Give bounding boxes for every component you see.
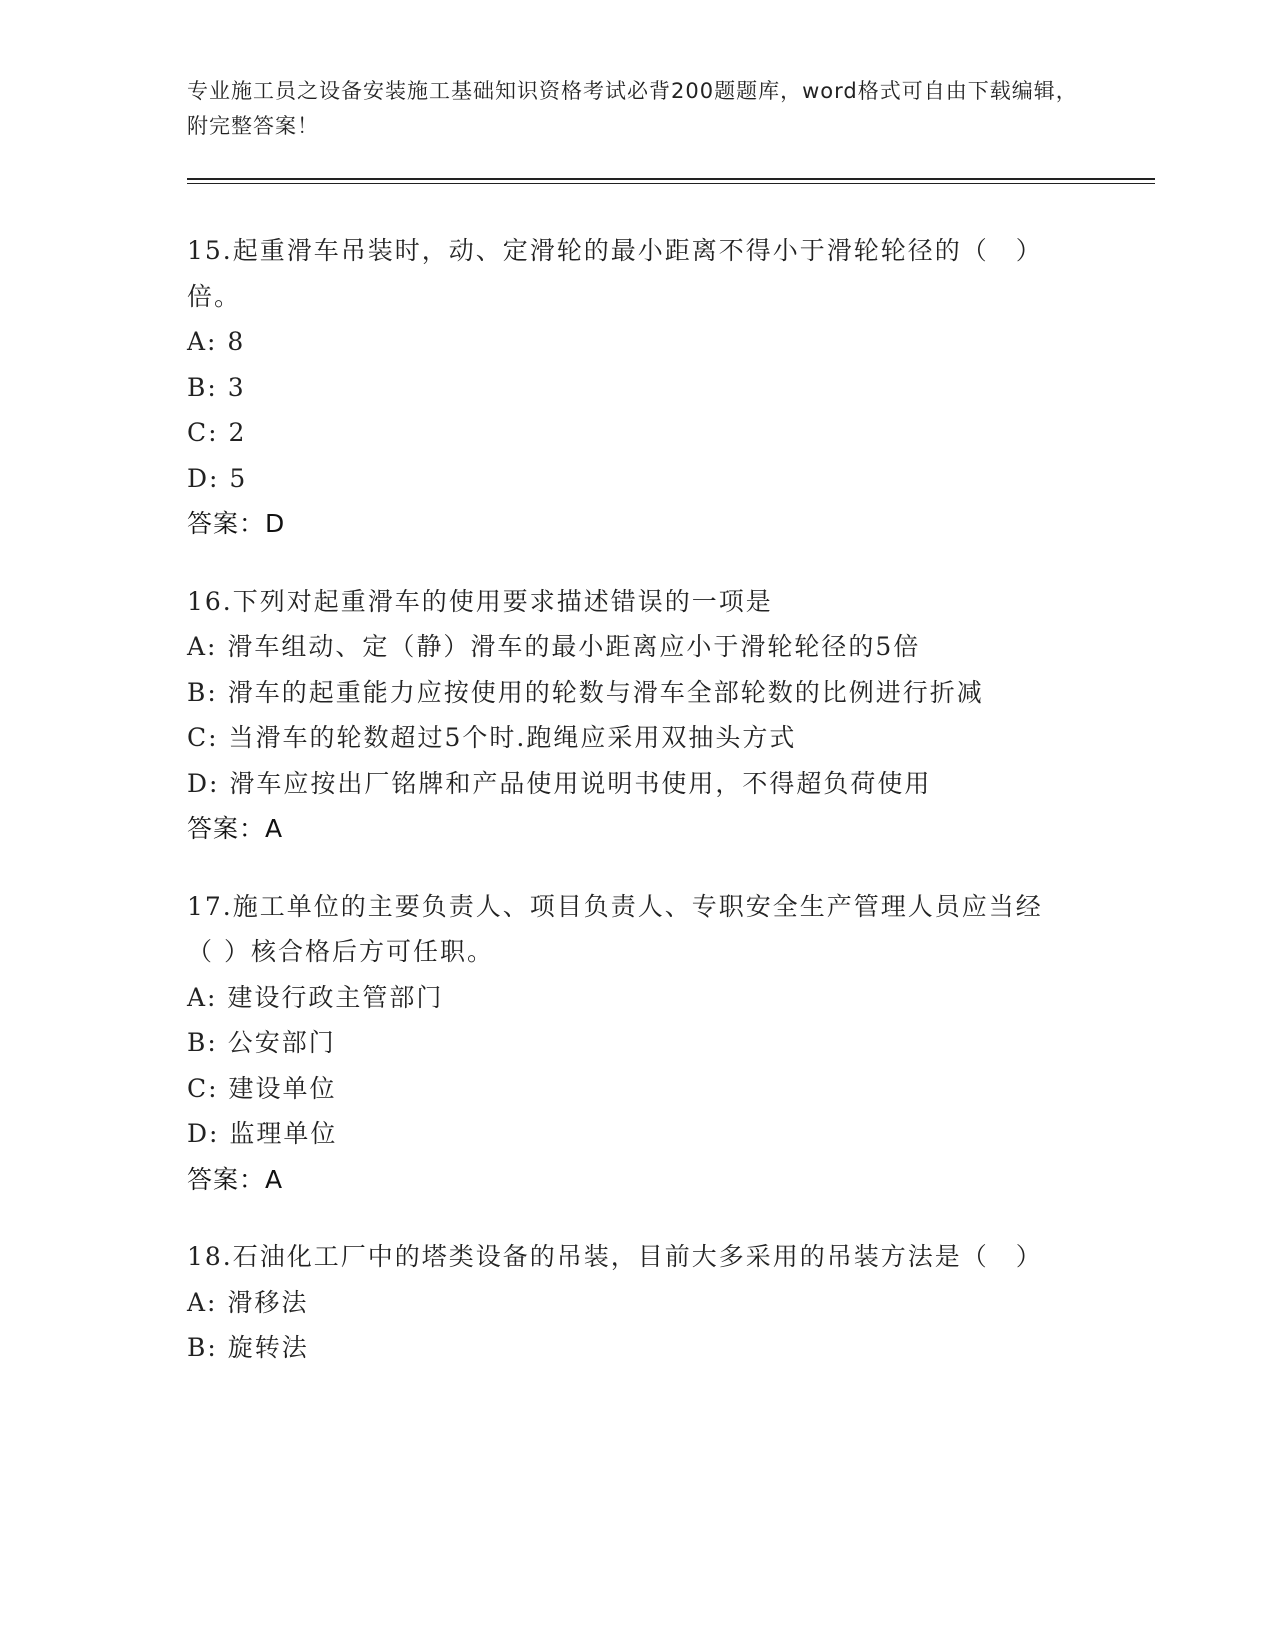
option-a: A: 滑车组动、定（静）滑车的最小距离应小于滑轮轮径的5倍 — [187, 632, 921, 661]
option-a: A: 滑移法 — [187, 1287, 309, 1317]
document-header: 专业施工员之设备安装施工基础知识资格考试必背200题题库，word格式可自由下载编辑，附完整答案！ — [187, 79, 1078, 138]
option-a: A: 8 — [187, 327, 246, 356]
question-16 — [187, 579, 1087, 852]
option-a: A: 建设行政主管部门 — [187, 982, 444, 1012]
question-text: 17.施工单位的主要负责人、项目负责人、专职安全生产管理人员应当经（ ）核合格后方可任职。 — [187, 891, 1043, 966]
header-divider-thin — [187, 183, 1155, 184]
option-b: B: 公安部门 — [187, 1028, 336, 1057]
question-17 — [187, 884, 1087, 1203]
option-c: C: 建设单位 — [187, 1073, 337, 1103]
option-d: D: 5 — [187, 463, 248, 493]
answer: 答案：A — [187, 814, 284, 843]
question-text: 16.下列对起重滑车的使用要求描述错误的一项是 — [187, 586, 773, 616]
option-b: B: 3 — [187, 372, 246, 402]
question-text: 15.起重滑车吊装时，动、定滑轮的最小距离不得小于滑轮轮径的（ ）倍。 — [187, 236, 1043, 311]
option-d: D: 滑车应按出厂铭牌和产品使用说明书使用，不得超负荷使用 — [187, 768, 932, 798]
question-15 — [187, 228, 1087, 547]
question-18 — [187, 1234, 1087, 1371]
answer: 答案：A — [187, 1164, 284, 1194]
option-c: C: 当滑车的轮数超过5个时.跑绳应采用双抽头方式 — [187, 723, 797, 752]
option-b: B: 旋转法 — [187, 1333, 309, 1362]
option-d: D: 监理单位 — [187, 1119, 338, 1148]
answer: 答案：D — [187, 509, 286, 538]
question-text: 18.石油化工厂中的塔类设备的吊装，目前大多采用的吊装方法是（ ） — [187, 1242, 1043, 1271]
option-c: C: 2 — [187, 418, 247, 447]
header-divider — [187, 178, 1155, 180]
question-list — [187, 228, 1087, 1403]
option-b: B: 滑车的起重能力应按使用的轮数与滑车全部轮数的比例进行折减 — [187, 677, 984, 707]
